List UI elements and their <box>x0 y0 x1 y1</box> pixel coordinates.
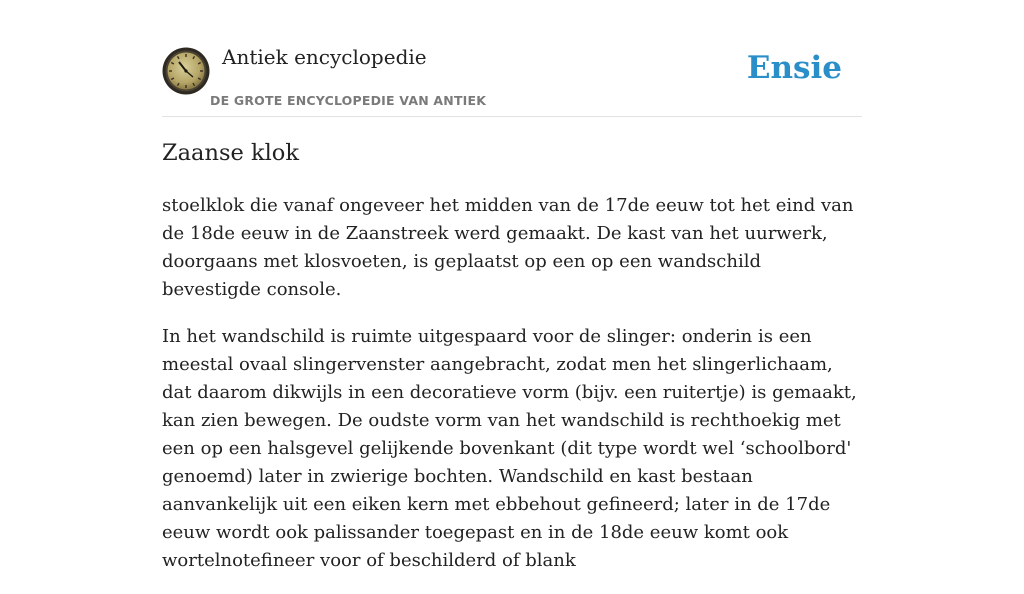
article-body <box>162 192 862 594</box>
site-subtitle: DE GROTE ENCYCLOPEDIE VAN ANTIEK <box>210 93 487 108</box>
site-title[interactable]: Antiek encyclopedie <box>222 45 427 69</box>
site-header <box>162 0 862 117</box>
article-title: Zaanse klok <box>162 140 299 166</box>
article-paragraph: stoelklok die vanaf ongeveer het midden van de 17de eeuw tot het eind van de 18de eeuw in de Zaanstreek werd gemaakt. De kast van het uurwerk, doorgaans met klosvoeten, is geplaatst op een op een wandschild bevestigde console. <box>162 195 854 300</box>
article-paragraph: In het wandschild is ruimte uitgespaard voor de slinger: onderin is een meestal ovaal slingervenster aangebracht, zodat men het slingerlichaam, dat daarom dikwijls in een decoratieve vorm (bijv. een ruitertje) is gemaakt, kan zien bewegen. De oudste vorm van het wandschild is rechthoekig met een op een halsgevel gelijkende bovenkant (dit type wordt wel ‘schoolbord' genoemd) later in zwierige bochten. Wandschild en kast bestaan aanvankelijk uit een eiken kern met ebbehout gefineerd; later in de 17de eeuw wordt ook palissander toegepast en in de 18de eeuw komt ook wortelnotefineer voor of beschilderd of blank <box>162 326 857 571</box>
brand-logo[interactable]: Ensie <box>746 50 842 86</box>
antique-clock-icon[interactable] <box>162 47 210 95</box>
